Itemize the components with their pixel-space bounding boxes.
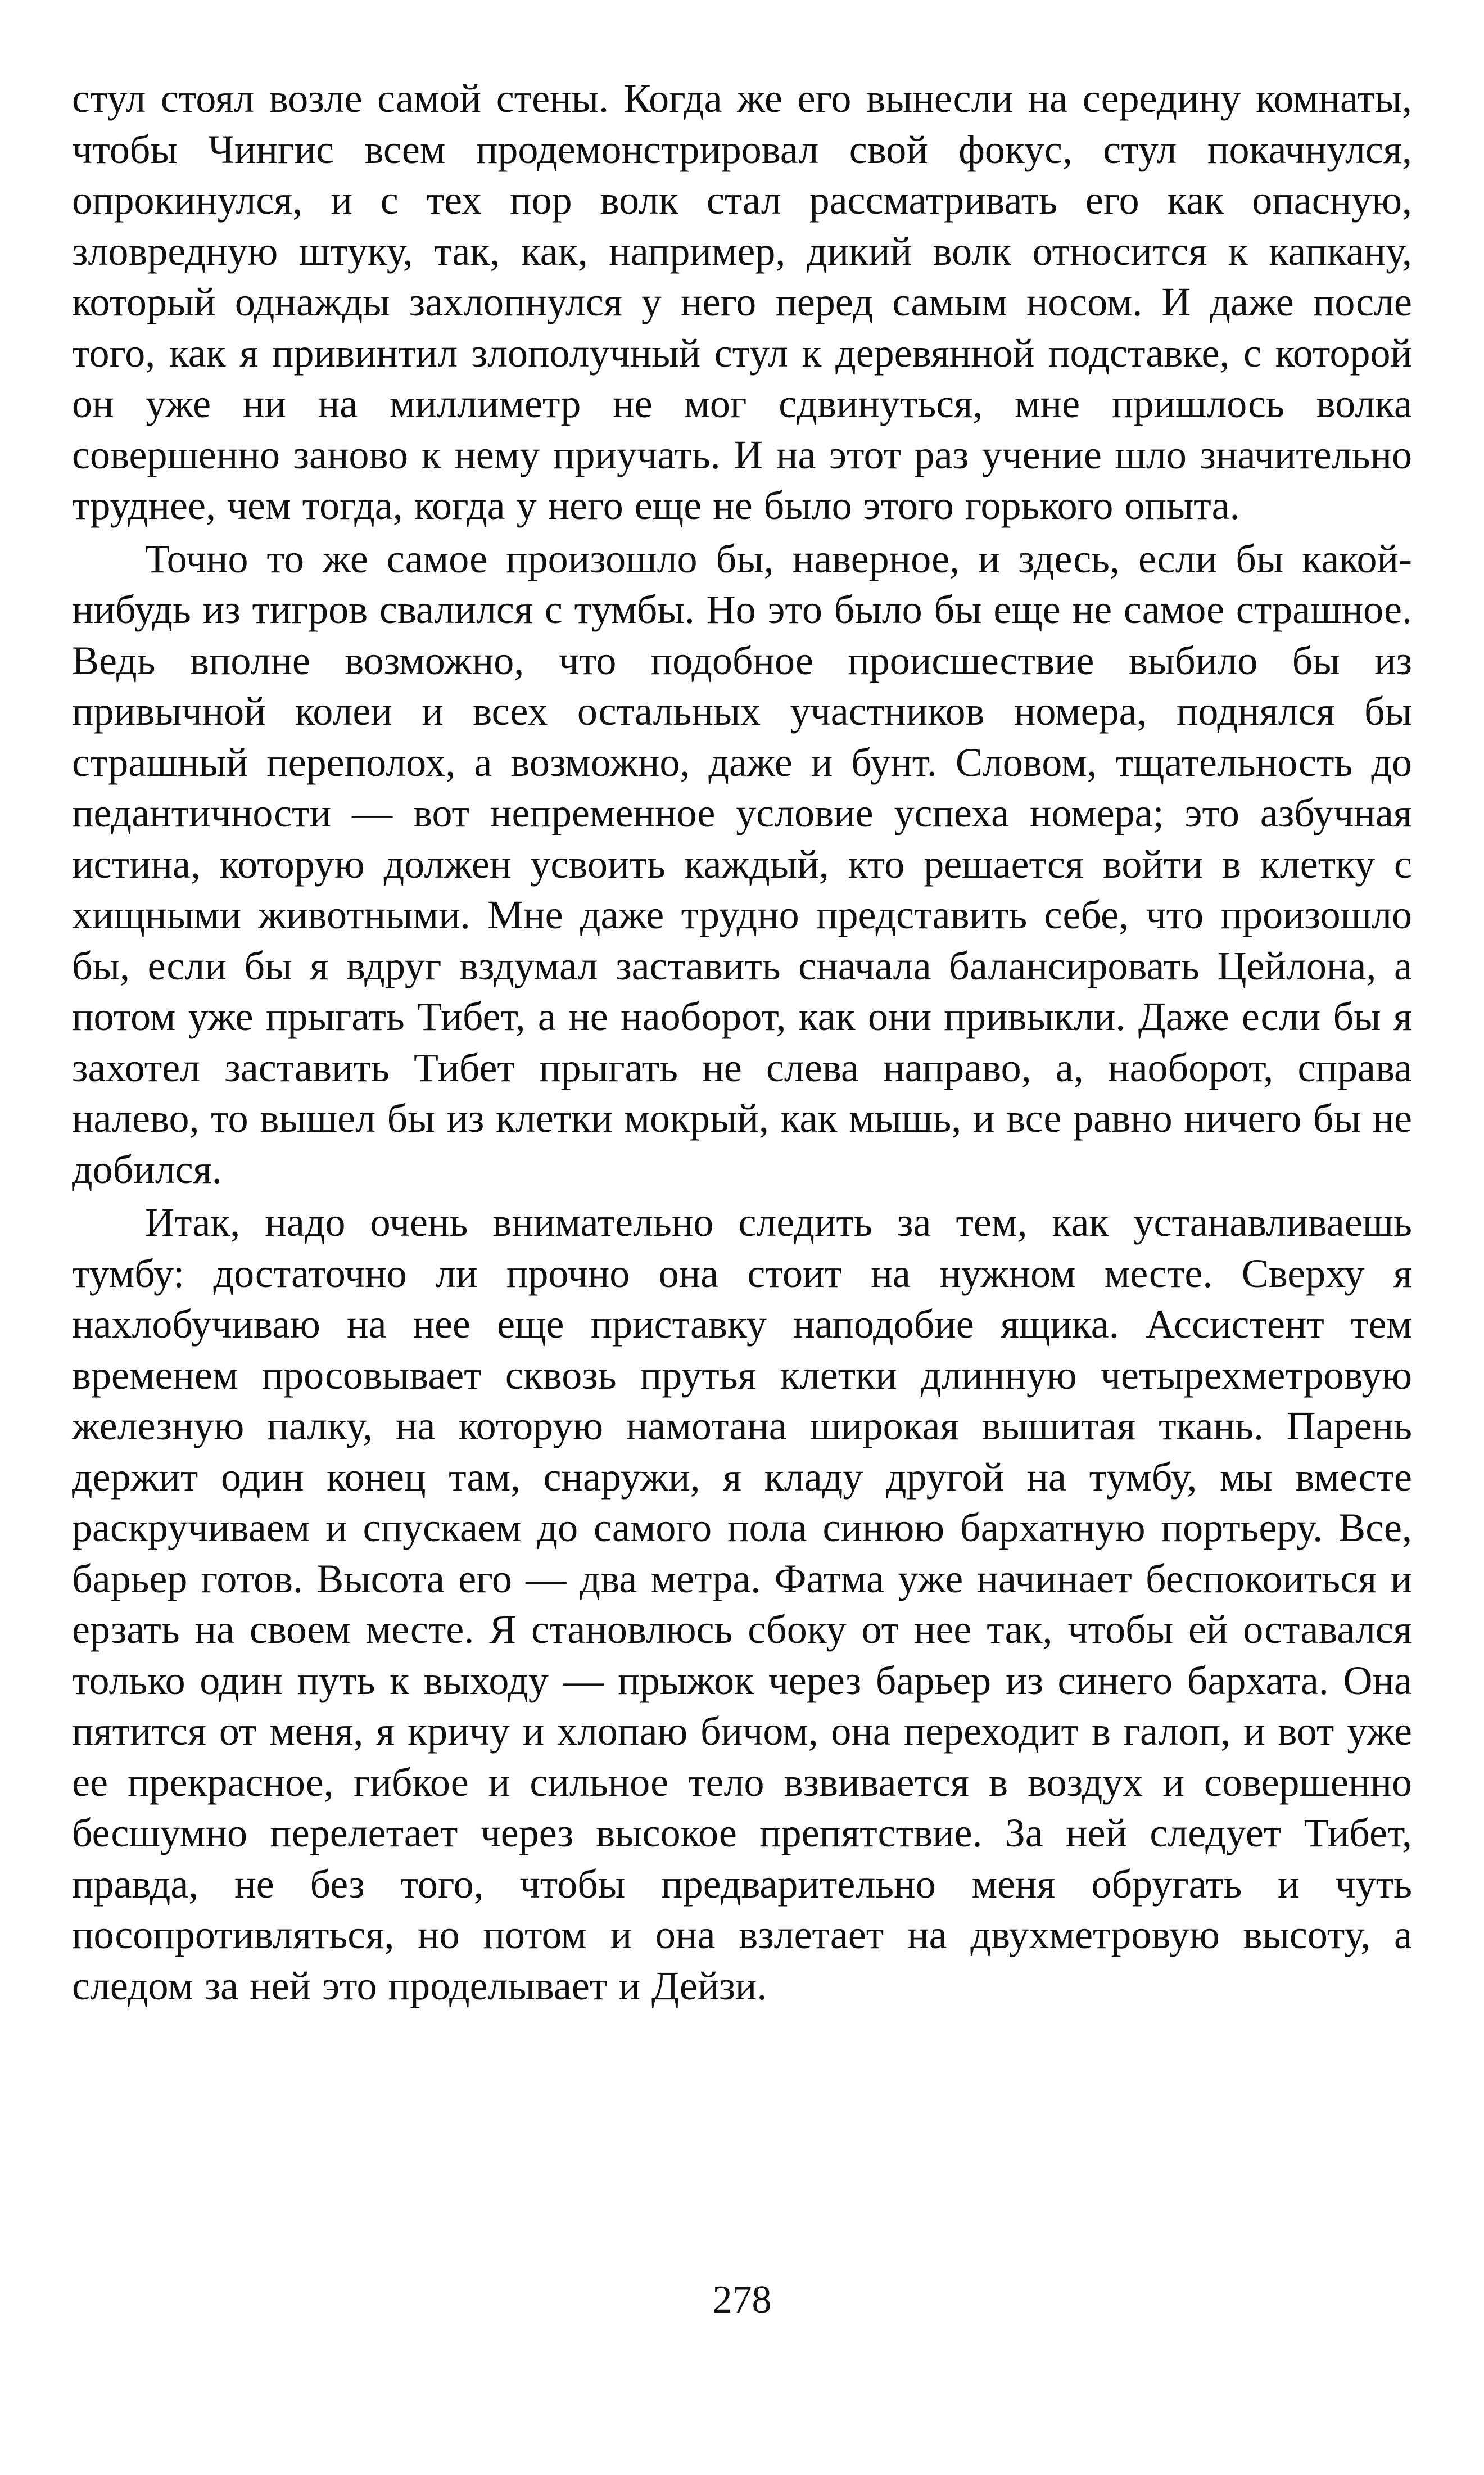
paragraph-3: Итак, надо очень внимательно следить за тем, как устанавливаешь тумбу: достаточно ли прочно она стоит на нужном месте. Сверху я нахлобучиваю на нее еще приставку наподобие ящика. Ассистент тем временем просовывает сквозь прутья клетки длинную четырехметровую железную палку, на которую намотана широкая вышитая ткань. Парень держит один конец там, снаружи, я кладу другой на тумбу, мы вместе раскручиваем и спускаем до самого пола синюю бархатную портьеру. Все, барьер готов. Высота его — два метра. Фатма уже начинает беспокоиться и ерзать на своем месте. Я становлюсь сбоку от нее так, чтобы ей оставался только один путь к выходу — прыжок через барьер из синего бархата. Она пятится от меня, я кричу и хлопаю бичом, она переходит в галоп, и вот уже ее прекрасное, гибкое и сильное тело взвивается в воздух и совершенно бесшумно перелетает через высокое препятствие. За ней следует Тибет, правда, не без того, чтобы предварительно меня обругать и чуть посопротивляться, но потом и она взлетает на двухметровую высоту, а следом за ней это проделывает и Дейзи. [72,1200,1423,2008]
page-number: 278 [712,2278,772,2322]
body-text [72,73,1423,2013]
paragraph-1: стул стоял возле самой стены. Когда же его вынесли на середину комнаты, чтобы Чингис всем продемонстрировал свой фокус, стул покачнулся, опрокинулся, и с тех пор волк стал рассматривать его как опасную, зловредную штуку, так, как, например, дикий волк относится к капкану, который однажды захлопнулся у него перед самым носом. И даже после того, как я привинтил злополучный стул к деревянной подставке, с которой он уже ни на миллиметр не мог сдвинуться, мне пришлось волка совершенно заново к нему приучать. И на этот раз учение шло значительно труднее, чем тогда, когда у него еще не было этого горького опыта. [72,76,1423,528]
paragraph-2: Точно то же самое произошло бы, наверное, и здесь, если бы какой-нибудь из тигров свалился с тумбы. Но это было бы еще не самое страшное. Ведь вполне возможно, что подобное происшествие выбило бы из привычной колеи и всех остальных участников номера, поднялся бы страшный переполох, а возможно, даже и бунт. Словом, тщательность до педантичности — вот непременное условие успеха номера; это азбучная истина, которую должен усвоить каждый, кто решается войти в клетку с хищными животными. Мне даже трудно представить себе, что произошло бы, если бы я вдруг вздумал заставить сначала балансировать Цейлона, а потом уже прыгать Тибет, а не наоборот, как они привыкли. Даже если бы я захотел заставить Тибет прыгать не слева направо, а, наоборот, справа налево, то вышел бы из клетки мокрый, как мышь, и все равно ничего бы не добился. [72,536,1423,1192]
